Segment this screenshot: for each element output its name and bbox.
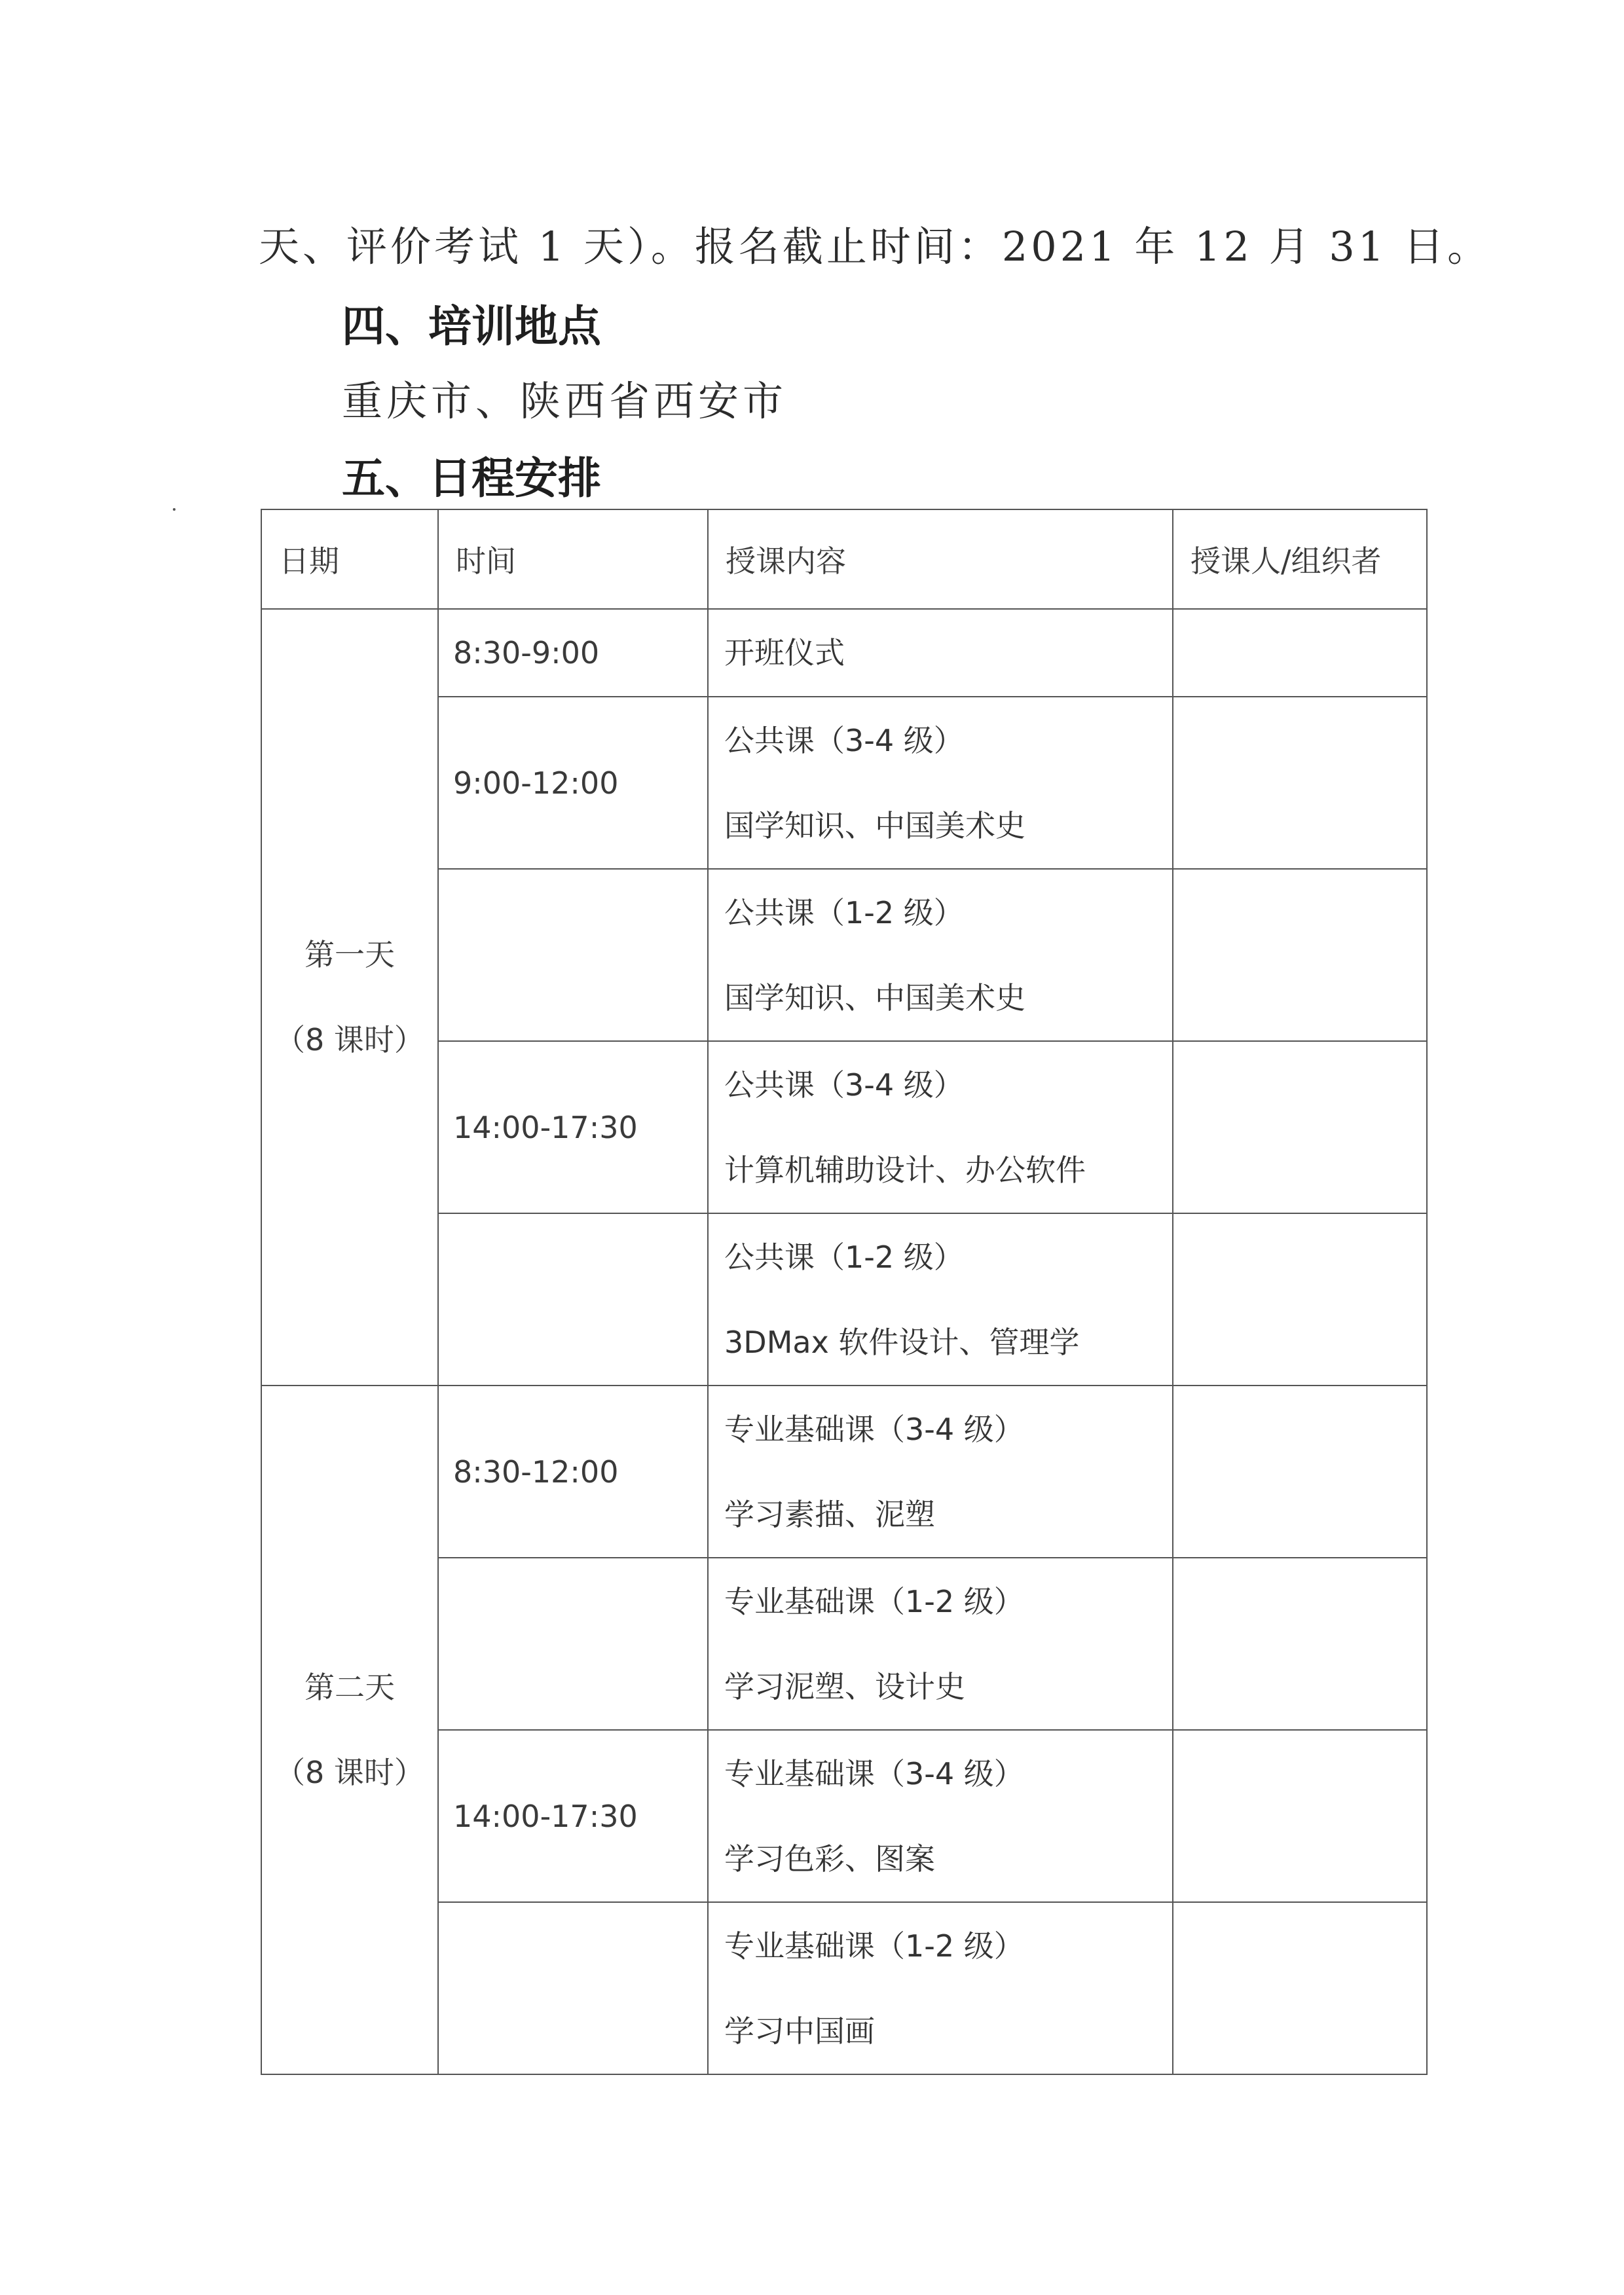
content-line: 专业基础课（1-2 级） [724,1583,1024,1619]
content-line: 专业基础课（3-4 级） [724,1755,1024,1791]
day-cell [261,1386,438,2074]
content-line: 公共课（1-2 级） [724,1239,964,1275]
teacher-cell [1173,1041,1427,1213]
teacher-cell [1173,1386,1427,1558]
content-line: 学习泥塑、设计史 [724,1668,965,1704]
teacher-cell [1173,1902,1427,2074]
content-cell [708,1213,1173,1386]
content-line: 公共课（3-4 级） [724,722,964,758]
day-hours: （8 课时） [275,1022,424,1057]
day-label: 第一天 [304,937,395,972]
content-cell [708,1558,1173,1730]
content-cell [708,697,1173,869]
time-cell: 9:00-12:00 [438,697,708,869]
content-line: 公共课（1-2 级） [724,894,964,930]
time-cell [438,1902,708,2074]
time-cell: 8:30-12:00 [438,1386,708,1558]
content-line: 开班仪式 [724,635,845,670]
time-cell: 14:00-17:30 [438,1041,708,1213]
intro-paragraph-line: 天、评价考试 1 天）。报名截止时间：2021 年 12 月 31 日。 [259,223,1491,270]
teacher-cell [1173,1213,1427,1386]
teacher-cell [1173,1558,1427,1730]
content-cell [708,1730,1173,1902]
content-line: 专业基础课（1-2 级） [724,1928,1024,1964]
teacher-cell [1173,1730,1427,1902]
header-time: 时间 [438,509,708,609]
teacher-cell [1173,609,1427,697]
content-line: 3DMax 软件设计、管理学 [724,1324,1080,1360]
content-line: 公共课（3-4 级） [724,1067,964,1103]
content-line: 学习素描、泥塑 [724,1496,935,1532]
teacher-cell [1173,869,1427,1041]
header-date: 日期 [261,509,438,609]
content-line: 学习中国画 [724,2013,875,2049]
section-heading-location: 四、培训地点 [342,301,601,352]
teacher-cell [1173,697,1427,869]
schedule-table [261,509,1428,2075]
content-cell [708,609,1173,697]
content-line: 专业基础课（3-4 级） [724,1411,1024,1447]
table-header-row [261,509,1427,609]
content-cell [708,1041,1173,1213]
content-line: 计算机辅助设计、办公软件 [724,1152,1086,1188]
day-hours: （8 课时） [275,1755,424,1790]
time-cell [438,1213,708,1386]
content-cell [708,869,1173,1041]
time-cell: 14:00-17:30 [438,1730,708,1902]
day-label: 第二天 [304,1670,395,1705]
time-cell: 8:30-9:00 [438,609,708,697]
header-content: 授课内容 [708,509,1173,609]
training-location-text: 重庆市、陕西省西安市 [342,377,788,425]
scan-speck [173,508,175,511]
time-cell [438,1558,708,1730]
content-line: 学习色彩、图案 [724,1841,935,1877]
day-cell [261,609,438,1386]
time-cell [438,869,708,1041]
table-row [261,609,1427,697]
header-teacher: 授课人/组织者 [1173,509,1427,609]
table-row [261,1386,1427,1558]
section-heading-schedule: 五、日程安排 [342,453,601,504]
content-line: 国学知识、中国美术史 [724,807,1025,843]
content-cell [708,1386,1173,1558]
content-cell [708,1902,1173,2074]
content-line: 国学知识、中国美术史 [724,980,1025,1016]
